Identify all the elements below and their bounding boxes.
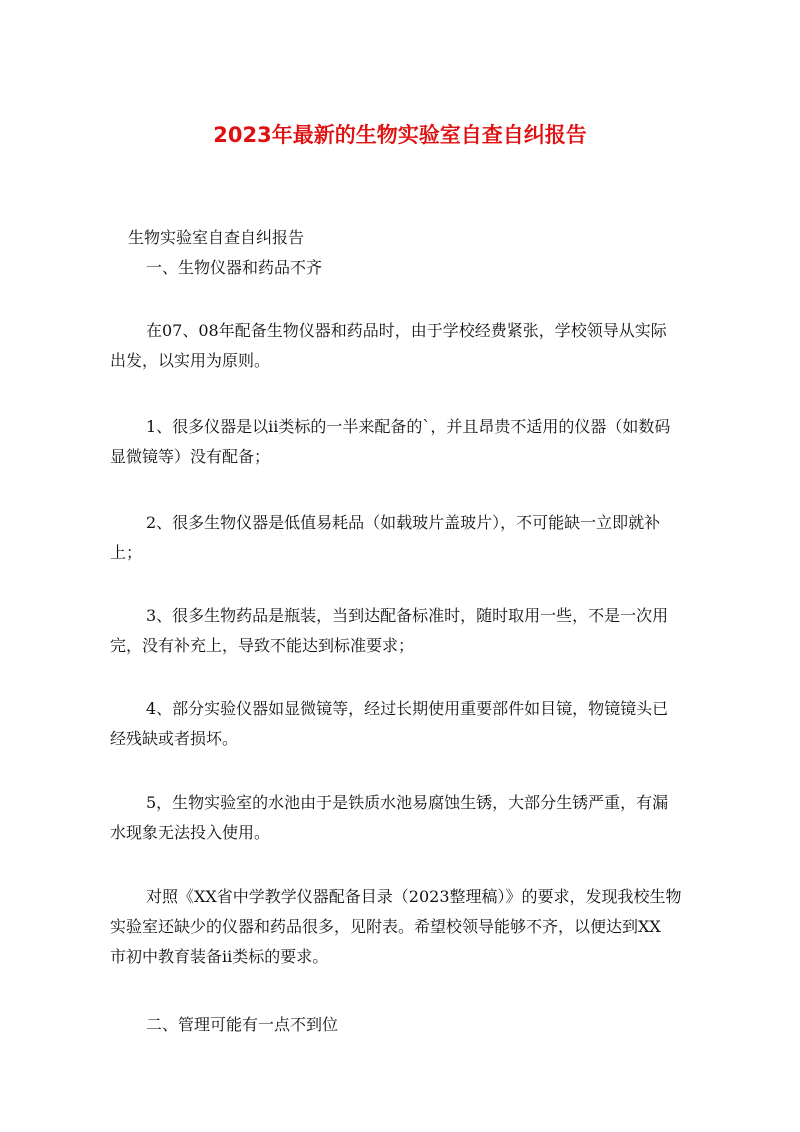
paragraph-line: 2、很多生物仪器是低值易耗品（如载玻片盖玻片），不可能缺一立即就补 (146, 513, 661, 532)
paragraph-line: 显微镜等）没有配备； (110, 447, 271, 466)
paragraph-line: 对照《XX省中学教学仪器配备目录（2023整理稿）》的要求，发现我校生物 (146, 887, 682, 906)
paragraph-line: 3、很多生物药品是瓶装，当到达配备标准时，随时取用一些，不是一次用 (146, 606, 669, 625)
item-2-paragraph (110, 508, 685, 568)
section-1-heading: 一、生物仪器和药品不齐 (146, 258, 323, 277)
paragraph-line: 出发，以实用为原则。 (110, 351, 271, 370)
item-5-paragraph (110, 788, 685, 848)
paragraph-line: 上； (110, 543, 143, 562)
section-2-heading: 二、管理可能有一点不到位 (146, 1015, 339, 1034)
paragraph-line: 经残缺或者损坏。 (110, 729, 239, 748)
paragraph-line: 实验室还缺少的仪器和药品很多，见附表。希望校领导能够不齐，以便达到XX (110, 917, 661, 936)
item-4-paragraph (110, 694, 685, 754)
item-3-paragraph (110, 601, 685, 661)
paragraph-line: 水现象无法投入使用。 (110, 823, 271, 842)
section-2-block (110, 1010, 685, 1040)
paragraph-line: 4、部分实验仪器如显微镜等，经过长期使用重要部件如目镜，物镜镜头已 (146, 699, 669, 718)
report-subtitle: 生物实验室自查自纠报告 (128, 228, 305, 247)
item-1-paragraph (110, 412, 685, 472)
paragraph-line: 在07、08年配备生物仪器和药品时，由于学校经费紧张，学校领导从实际 (146, 321, 667, 340)
intro-paragraph (110, 316, 685, 376)
conclusion-paragraph (110, 882, 685, 972)
paragraph-line: 5，生物实验室的水池由于是铁质水池易腐蚀生锈，大部分生锈严重，有漏 (146, 793, 669, 812)
paragraph-line: 市初中教育装备ii类标的要求。 (110, 947, 329, 966)
paragraph-line: 完，没有补充上，导致不能达到标准要求； (110, 636, 415, 655)
report-subtitle-block (110, 223, 685, 283)
paragraph-line: 1、很多仪器是以ii类标的一半来配备的`，并且昂贵不适用的仪器（如数码 (146, 417, 671, 436)
document-title: 2023年最新的生物实验室自查自纠报告 (213, 123, 587, 147)
